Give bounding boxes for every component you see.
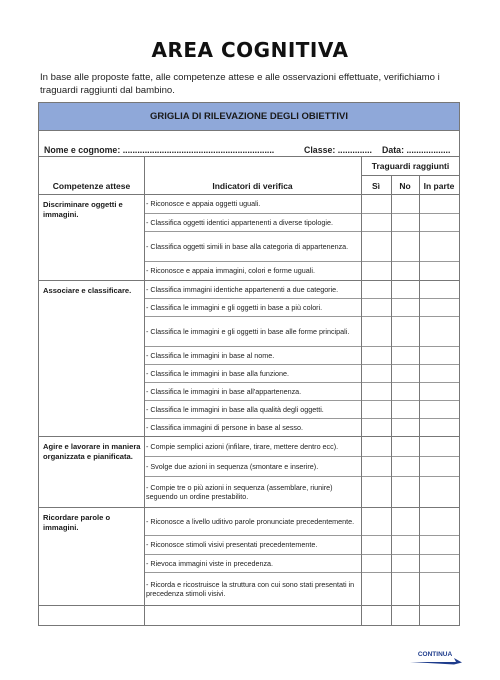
checkbox-no[interactable] xyxy=(391,477,419,507)
checkbox-in-parte[interactable] xyxy=(419,477,459,507)
indicatore-text: - Classifica immagini di persone in base al sesso. xyxy=(146,422,303,432)
checkbox-no[interactable] xyxy=(391,281,419,298)
checkbox-no[interactable] xyxy=(391,262,419,280)
checkbox-in-parte[interactable] xyxy=(419,437,459,456)
indicatore-row xyxy=(144,317,459,347)
checkbox-no[interactable] xyxy=(391,299,419,316)
checkbox-si[interactable] xyxy=(361,347,391,364)
checkbox-si[interactable] xyxy=(361,555,391,572)
indicatore-text: - Classifica le immagini e gli oggetti in base a più colori. xyxy=(146,302,323,312)
checkbox-no[interactable] xyxy=(391,437,419,456)
indicatore-row xyxy=(144,232,459,262)
checkbox-si[interactable] xyxy=(361,536,391,554)
indicatore-text: - Classifica oggetti simili in base alla categoria di appartenenza. xyxy=(146,241,349,251)
competenza-cell: Agire e lavorare in maniera organizzata e pianificata. xyxy=(39,437,144,508)
checkbox-si[interactable] xyxy=(361,477,391,507)
checkbox-in-parte[interactable] xyxy=(419,262,459,280)
indicatore-row xyxy=(144,477,459,508)
date-field[interactable]: Data: .................. xyxy=(382,145,451,155)
intro-text: In base alle proposte fatte, alle competenze attese e alle osservazioni effettuate, verifichiamo i traguardi raggiunti dal bambino. xyxy=(40,72,440,96)
indicatore-row xyxy=(144,347,459,365)
checkbox-no[interactable] xyxy=(391,419,419,436)
checkbox-si[interactable] xyxy=(361,383,391,400)
indicatore-row xyxy=(144,281,459,299)
indicatore-text: - Classifica le immagini e gli oggetti in base alle forme principali. xyxy=(146,326,350,336)
checkbox-no[interactable] xyxy=(391,347,419,364)
indicatore-row xyxy=(144,536,459,555)
checkbox-in-parte[interactable] xyxy=(419,536,459,554)
checkbox-si[interactable] xyxy=(361,317,391,346)
indicatore-row xyxy=(144,457,459,477)
checkbox-in-parte[interactable] xyxy=(419,555,459,572)
indicatore-text: - Classifica le immagini in base al nome. xyxy=(146,350,275,360)
checkbox-no[interactable] xyxy=(391,457,419,476)
checkbox-no[interactable] xyxy=(391,573,419,605)
indicatore-text: - Classifica immagini identiche appartenenti a due categorie. xyxy=(146,284,339,294)
indicatore-text: - Svolge due azioni in sequenza (smontare e inserire). xyxy=(146,461,319,471)
checkbox-si[interactable] xyxy=(361,437,391,456)
header-no: No xyxy=(399,181,411,191)
checkbox-no[interactable] xyxy=(391,365,419,382)
checkbox-si[interactable] xyxy=(361,299,391,316)
checkbox-si[interactable] xyxy=(361,419,391,436)
divider-line xyxy=(144,157,145,625)
checkbox-no[interactable] xyxy=(391,383,419,400)
checkbox-in-parte[interactable] xyxy=(419,419,459,436)
divider-line xyxy=(391,176,392,625)
checkbox-si[interactable] xyxy=(361,457,391,476)
checkbox-no[interactable] xyxy=(391,317,419,346)
indicatore-text: - Compie semplici azioni (infilare, tirare, mettere dentro ecc). xyxy=(146,441,339,451)
checkbox-in-parte[interactable] xyxy=(419,365,459,382)
name-field[interactable]: Nome e cognome: .............................................................. xyxy=(44,145,275,155)
indicatore-row xyxy=(144,214,459,232)
indicatore-text: - Riconosce stimoli visivi presentati precedentemente. xyxy=(146,540,318,550)
header-in-parte: In parte xyxy=(423,181,455,191)
indicatore-text: - Classifica oggetti identici appartenenti a diverse tipologie. xyxy=(146,217,333,227)
student-info-row xyxy=(39,131,459,157)
checkbox-no[interactable] xyxy=(391,195,419,213)
checkbox-si[interactable] xyxy=(361,281,391,298)
checkbox-in-parte[interactable] xyxy=(419,508,459,535)
indicatore-row xyxy=(144,573,459,606)
indicatore-text: - Riconosce a livello uditivo parole pronunciate precedentemente. xyxy=(146,516,355,526)
indicatore-row xyxy=(144,195,459,214)
page-title: AREA COGNITIVA xyxy=(151,38,349,62)
indicatore-row xyxy=(144,419,459,437)
indicatore-row xyxy=(144,299,459,317)
checkbox-in-parte[interactable] xyxy=(419,281,459,298)
indicatore-text: - Rievoca immagini viste in precedenza. xyxy=(146,558,274,568)
checkbox-si[interactable] xyxy=(361,262,391,280)
header-traguardi: Traguardi raggiunti xyxy=(361,157,459,176)
checkbox-no[interactable] xyxy=(391,232,419,261)
checkbox-in-parte[interactable] xyxy=(419,383,459,400)
divider-line xyxy=(419,176,420,625)
arrow-right-icon xyxy=(408,655,464,665)
checkbox-si[interactable] xyxy=(361,195,391,213)
indicatore-text: - Riconosce e appaia oggetti uguali. xyxy=(146,199,261,209)
checkbox-no[interactable] xyxy=(391,401,419,418)
checkbox-si[interactable] xyxy=(361,573,391,605)
checkbox-no[interactable] xyxy=(391,555,419,572)
checkbox-no[interactable] xyxy=(391,508,419,535)
checkbox-si[interactable] xyxy=(361,508,391,535)
header-competenze: Competenze attese xyxy=(52,181,131,191)
indicatore-row xyxy=(144,383,459,401)
divider-line xyxy=(361,157,362,625)
class-field[interactable]: Classe: .............. xyxy=(304,145,372,155)
checkbox-in-parte[interactable] xyxy=(419,195,459,213)
checkbox-si[interactable] xyxy=(361,365,391,382)
competenza-cell: Associare e classificare. xyxy=(39,281,144,437)
competenza-cell: Ricordare parole o immagini. xyxy=(39,508,144,606)
checkbox-in-parte[interactable] xyxy=(419,457,459,476)
checkbox-in-parte[interactable] xyxy=(419,232,459,261)
checkbox-in-parte[interactable] xyxy=(419,573,459,605)
indicatore-row xyxy=(144,508,459,536)
indicatore-text: - Classifica le immagini in base alla qualità degli oggetti. xyxy=(146,404,324,414)
indicatore-text: - Classifica le immagini in base all'appartenenza. xyxy=(146,386,302,396)
checkbox-in-parte[interactable] xyxy=(419,317,459,346)
checkbox-in-parte[interactable] xyxy=(419,401,459,418)
indicatore-text: - Classifica le immagini in base alla funzione. xyxy=(146,368,290,378)
indicatore-row xyxy=(144,555,459,573)
indicatore-text: - Compie tre o più azioni in sequenza (assemblare, riunire) seguendo un ordine prestabilito. xyxy=(146,482,333,501)
grid-banner: GRIGLIA DI RILEVAZIONE DEGLI OBIETTIVI xyxy=(39,103,459,131)
indicatore-text: - Ricorda e ricostruisce la struttura con cui sono stati presentati in precedenza stimoli visivi. xyxy=(146,579,355,598)
checkbox-no[interactable] xyxy=(391,214,419,231)
continua-button[interactable]: CONTINUA xyxy=(417,651,453,658)
indicatore-row xyxy=(144,365,459,383)
indicatore-text: - Riconosce e appaia immagini, colori e forme uguali. xyxy=(146,266,315,276)
checkbox-no[interactable] xyxy=(391,536,419,554)
indicatore-row xyxy=(144,401,459,419)
header-si: Sì xyxy=(371,181,381,191)
checkbox-in-parte[interactable] xyxy=(419,347,459,364)
indicatore-row xyxy=(144,437,459,457)
competenza-cell: Discriminare oggetti e immagini. xyxy=(39,195,144,281)
evaluation-grid xyxy=(38,102,460,626)
header-indicatori: Indicatori di verifica xyxy=(212,181,293,191)
checkbox-si[interactable] xyxy=(361,401,391,418)
checkbox-si[interactable] xyxy=(361,214,391,231)
checkbox-in-parte[interactable] xyxy=(419,299,459,316)
checkbox-in-parte[interactable] xyxy=(419,214,459,231)
checkbox-si[interactable] xyxy=(361,232,391,261)
indicatore-row xyxy=(144,262,459,281)
